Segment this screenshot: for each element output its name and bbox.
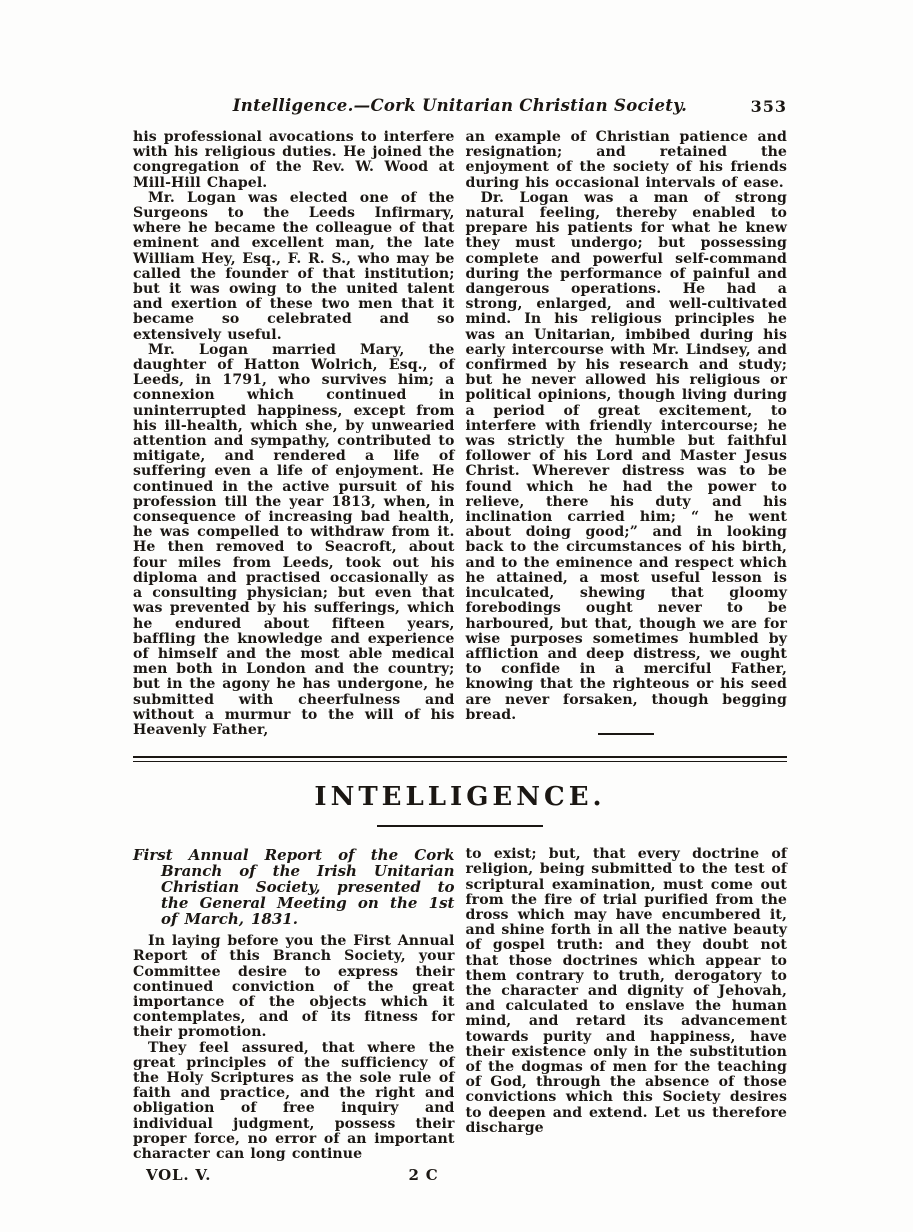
report-right-column <box>466 847 788 1184</box>
report-paragraph: to exist; but, that every doctrine of religion, being submitted to the test of scriptural examination, must come out from the fire of trial purified from the dross which may have encumbered it, and shine forth in all the native beauty of gospel truth: and they doubt not that those doctrines which appear to them contrary to truth, derogatory to the character and dignity of Jehovah, and calculated to enslave the human mind, and retard its advancement towards purity and happiness, have their existence only in the substitution of the dogmas of men for the teaching of God, through the absence of those convictions which this Society desires to deepen and extend. Let us therefore discharge <box>465 846 787 1136</box>
obituary-paragraph: Dr. Logan was a man of strong natural feeling, thereby enabled to prepare his patients for what he knew they must undergo; but possessing complete and powerful self-command during the performance of painful and dangerous operations. He had a strong, enlarged, and well-cultivated mind. In his religious principles he was an Unitarian, imbibed during his early intercourse with Mr. Lindsey, and confirmed by his research and study; but he never allowed his religious or political opinions, though living during a period of great excitement, to interfere with friendly intercourse; he was strictly the humble but faithful follower of his Lord and Master Jesus Christ. Wherever distress was to be found which he had the power to relieve, there his duty and his inclination carried him; “ he went about doing good;” and in looking back to the circumstances of his birth, and to the eminence and respect which he attained, a most useful lesson is inculcated, shewing that gloomy forebodings ought never to be harboured, but that, though we are for wise purposes sometimes humbled by affliction and deep distress, we ought to confide in a merciful Father, knowing that the righteous or his seed are never forsaken, though begging bread. <box>465 189 787 723</box>
signature-mark: 2 C <box>408 1166 439 1185</box>
section-heading: INTELLIGENCE. <box>314 782 606 813</box>
volume-label: VOL. V. <box>146 1166 212 1185</box>
obituary-left-column <box>133 130 455 738</box>
page-footer <box>133 1162 455 1184</box>
running-header-title: Intelligence.—Cork Unitarian Christian Society. <box>232 96 688 115</box>
obituary-section <box>133 130 787 738</box>
section-divider-rule <box>133 756 787 762</box>
obituary-paragraph: his professional avocations to interfere with his religious duties. He joined the congregation of the Rev. W. Wood at Mill-Hill Chapel. <box>133 129 455 191</box>
heading-underline-rule <box>377 825 543 827</box>
obituary-right-column <box>466 130 788 738</box>
report-paragraph: In laying before you the First Annual Report of this Branch Society, your Committee desire to express their continued conviction of the great importance of the objects which it contemplates, and of its fitness for their promotion. <box>133 933 455 1041</box>
running-header-row <box>133 96 787 118</box>
obituary-paragraph: Mr. Logan was elected one of the Surgeons to the Leeds Infirmary, where he became the colleague of that eminent and excellent man, the late William Hey, Esq., F. R. S., who may be called the founder of that institution; but it was owing to the united talent and exertion of these two men that it became so celebrated and so extensively useful. <box>133 189 455 343</box>
obituary-paragraph: Mr. Logan married Mary, the daughter of Hatton Wolrich, Esq., of Leeds, in 1791, who survives him; a connexion which continued in uninterrupted happiness, except from his ill-health, which she, by unwearied attention and sympathy, contributed to mitigate, and rendered a life of suffering even a life of enjoyment. He continued in the active pursuit of his profession till the year 1813, when, in consequence of increasing bad health, he was compelled to withdraw from it. He then removed to Seacroft, about four miles from Leeds, took out his diploma and practised occasionally as a consulting physician; but even that was prevented by his sufferings, which he endured about fifteen years, baffling the knowledge and experience of himself and the most able medical men both in London and the country; but in the agony he has undergone, he submitted with cheerfulness and without a murmur to the will of his Heavenly Father, <box>133 341 455 738</box>
report-section <box>133 847 787 1184</box>
page-number: 353 <box>750 97 787 116</box>
article-title: First Annual Report of the Cork Branch of the Irish Unitarian Christian Society, presented to the General Meeting on the 1st of March, 1831. <box>133 846 455 929</box>
report-paragraph: They feel assured, that where the great principles of the sufficiency of the Holy Scriptures as the sole rule of faith and practice, and the right and obligation of free inquiry and individual judgment, possess their proper force, no error of an important character can long continue <box>133 1039 455 1162</box>
report-left-column <box>133 847 455 1184</box>
page-content <box>133 96 787 1184</box>
article-end-rule <box>598 733 654 735</box>
obituary-paragraph: an example of Christian patience and resignation; and retained the enjoyment of the society of his friends during his occasional intervals of ease. <box>465 129 787 191</box>
